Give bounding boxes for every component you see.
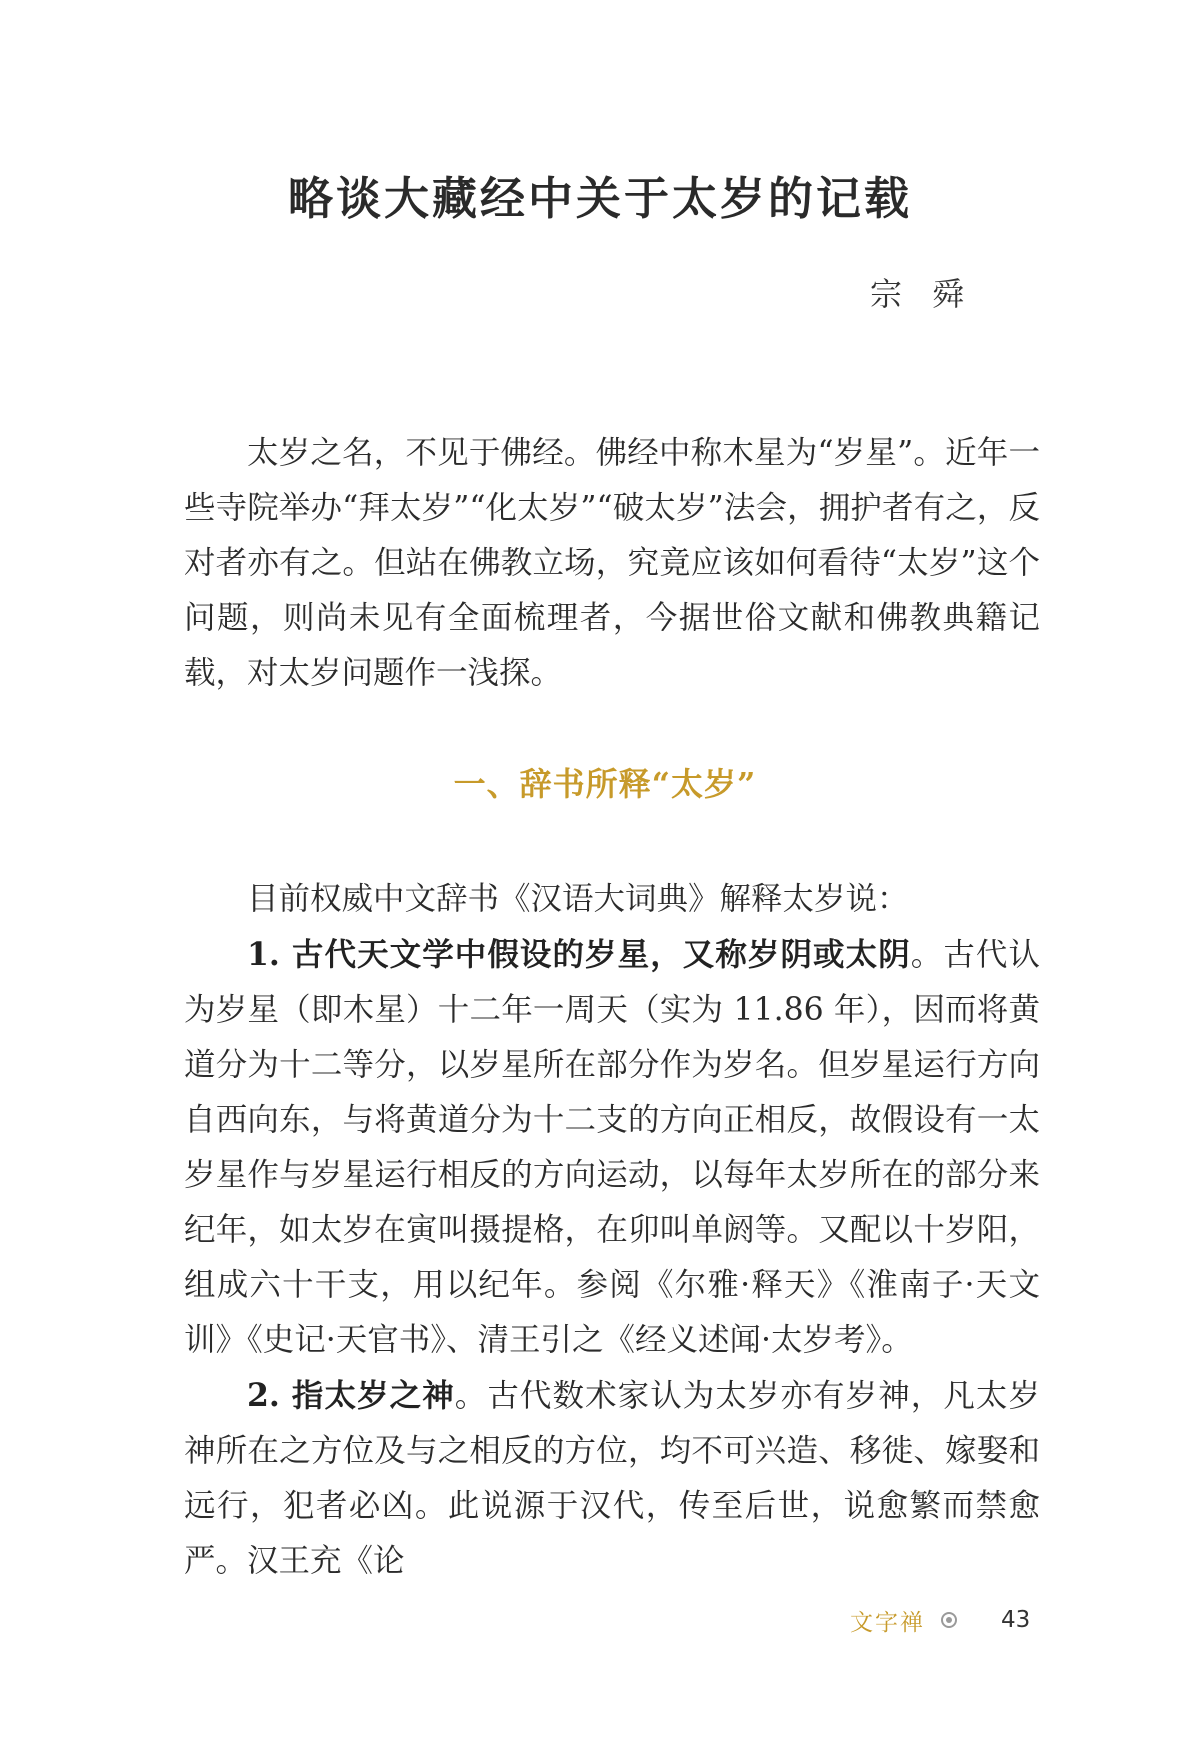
definition-1-heading: 1. 古代天文学中假设的岁星，又称岁阴或太阴 (247, 936, 911, 973)
page-number: 43 (1001, 1607, 1031, 1633)
page-footer (850, 1600, 1030, 1640)
intro-paragraph: 太岁之名，不见于佛经。佛经中称木星为“岁星”。近年一些寺院举办“拜太岁”“化太岁”“破太岁”法会，拥护者有之，反对者亦有之。但站在佛教立场，究竟应该如何看待“太岁”这个问题，则尚未见有全面梳理者，今据世俗文献和佛教典籍记载，对太岁问题作一浅探。 (184, 435, 1040, 691)
definition-1-text: 。古代认为岁星（即木星）十二年一周天（实为 11.86 年），因而将黄道分为十二等分，以岁星所在部分作为岁名。但岁星运行方向自西向东，与将黄道分为十二支的方向正相反，故假设有一太岁星作与岁星运行相反的方向运动，以每年太岁所在的部分来纪年，如太岁在寅叫摄提格，在卯叫单阏等。又配以十岁阳，组成六十干支，用以纪年。参阅《尔雅·释天》《淮南子·天文训》《史记·天官书》、清王引之《经义述闻·太岁考》。 (184, 937, 1040, 1358)
definition-2-text: 。古代数术家认为太岁亦有岁神，凡太岁神所在之方位及与之相反的方位，均不可兴造、移徙、嫁娶和远行，犯者必凶。此说源于汉代，传至后世，说愈繁而禁愈严。汉王充《论 (184, 1378, 1040, 1579)
author-given-name: 宗 (870, 275, 905, 313)
article-author (870, 272, 966, 316)
article-title: 略谈大藏经中关于太岁的记载 (287, 172, 912, 225)
circle-ornament-icon (941, 1612, 957, 1628)
intro-section (184, 426, 1040, 701)
magazine-name: 文字禅 (850, 1609, 925, 1636)
section-body (184, 872, 1040, 1589)
definition-2-heading: 2. 指太岁之神 (247, 1377, 455, 1414)
author-family-name: 舜 (932, 275, 967, 313)
lead-paragraph: 目前权威中文辞书《汉语大词典》解释太岁说： (247, 881, 909, 917)
definition-item-1 (184, 927, 1040, 1368)
section-heading: 一、辞书所释“太岁” (453, 765, 757, 803)
definition-item-2 (184, 1368, 1040, 1589)
